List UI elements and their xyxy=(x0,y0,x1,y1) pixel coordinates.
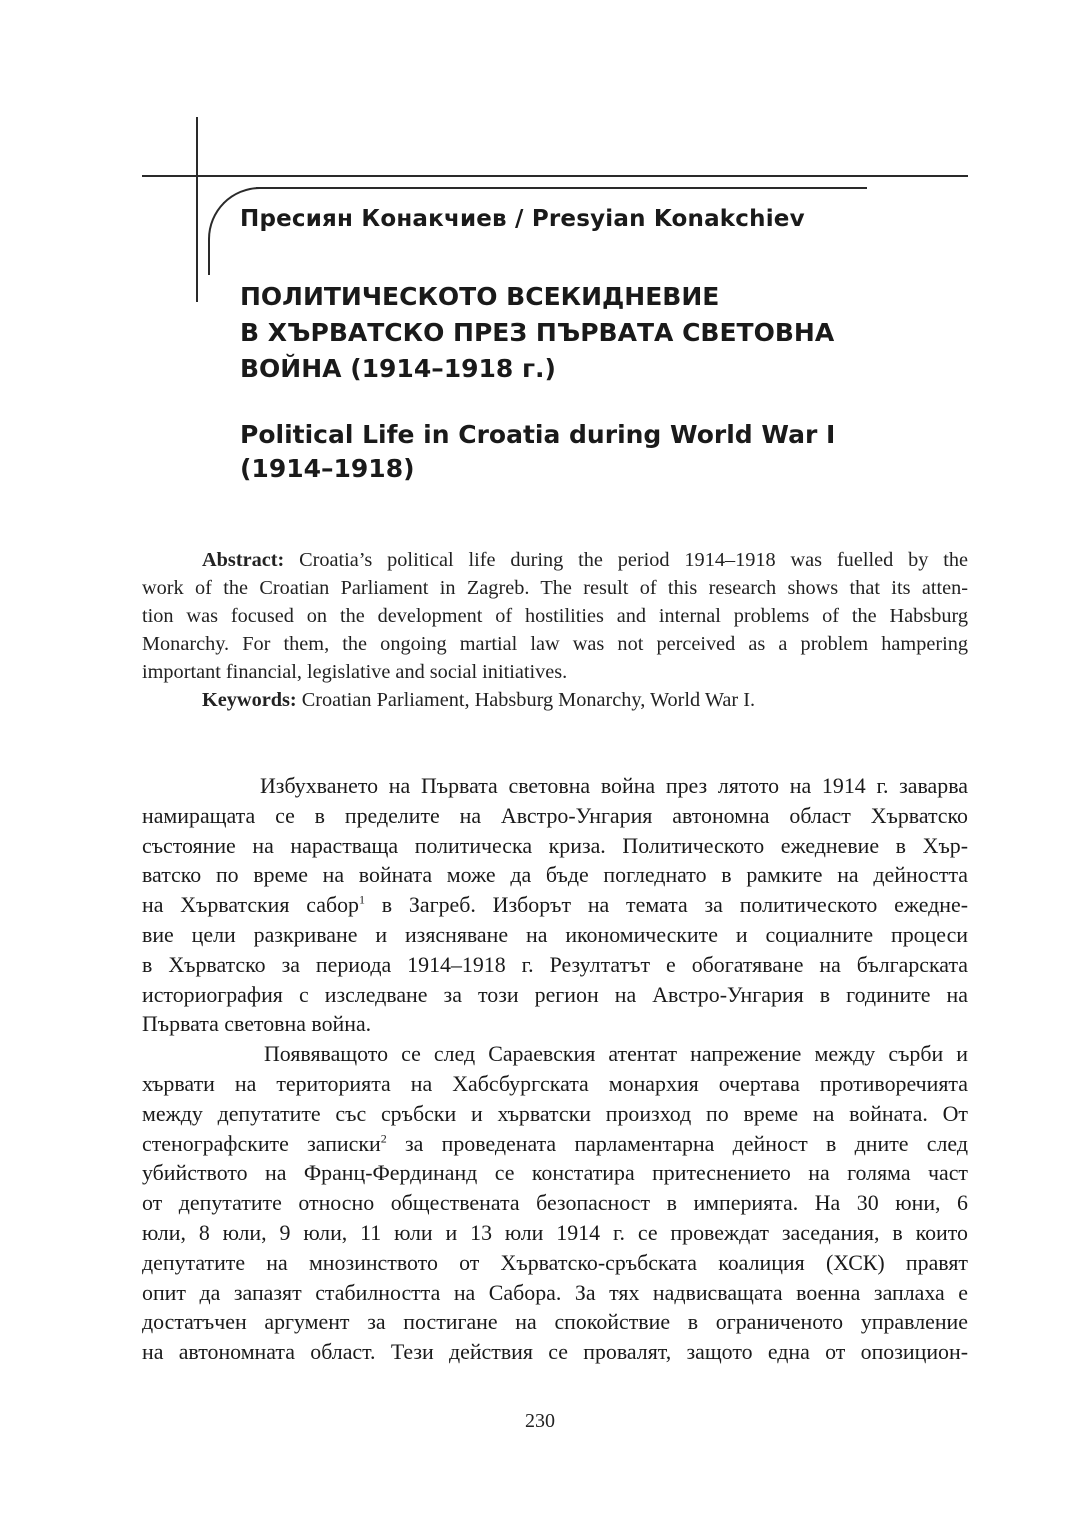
body-line: на автономната област. Тези действия се провалят, защото една от опозицион- xyxy=(142,1339,968,1365)
body-line: стенографските записки$^2$ за проведената парламентарна дейност в дните след xyxy=(142,1130,968,1156)
title-english xyxy=(240,418,980,486)
body-line: на Хърватския сабор$^1$ в Загреб. Изборът на темата за политическото ежедне- xyxy=(142,892,969,918)
page-number: 230 xyxy=(525,1410,555,1432)
keywords-line xyxy=(142,686,968,714)
title-en-line: Political Life in Croatia during World War I xyxy=(240,420,836,449)
keywords-label: Keywords: xyxy=(202,689,297,711)
body-line: състояние на нарастваща политическа криза. Политическото ежедневие в Хър- xyxy=(142,832,968,858)
abstract-line: important financial, legislative and social initiatives. xyxy=(142,661,568,683)
body-line: депутатите на мнозинството от Хърватско-сръбската коалиция (ХСК) правят xyxy=(142,1249,968,1275)
body-line: от депутатите относно обществената безопасност в империята. На 30 юни, 6 xyxy=(142,1190,968,1216)
title-en-line: (1914–1918) xyxy=(240,454,415,483)
author-name: Пресиян Конакчиев / Presyian Konakchiev xyxy=(240,206,805,232)
abstract-line: work of the Croatian Parliament in Zagreb. The result of this research shows that its atten- xyxy=(142,577,968,599)
horizontal-rule xyxy=(142,175,968,177)
body-line: намиращата се в пределите на Австро-Унгария автономна област Хърватско xyxy=(142,802,968,828)
body-line: опит да запазят стабилността на Сабора. За тях надвисващата военна заплаха е xyxy=(142,1279,968,1305)
title-bulgarian xyxy=(240,279,980,387)
body-line: Първата световна война. xyxy=(142,1011,372,1037)
body-line: между депутатите със сръбски и хърватски произход по време на войната. От xyxy=(142,1100,968,1126)
abstract-line: tion was focused on the development of hostilities and internal problems of the Habsburg xyxy=(142,605,968,627)
body-line: юли, 8 юли, 9 юли, 11 юли и 13 юли 1914 г. се провеждат заседания, в които xyxy=(142,1219,968,1245)
abstract-block xyxy=(142,546,968,714)
abstract-label: Abstract: xyxy=(202,549,285,571)
body-line: достатъчен аргумент за постигане на спокойствие в ограниченото управление xyxy=(142,1309,968,1335)
footnote-ref-2[interactable]: 2 xyxy=(380,1131,387,1146)
body-text xyxy=(142,771,968,1367)
body-line: Появяващото се след Сараевския атентат напрежение между сърби и xyxy=(264,1041,968,1067)
keywords-text: Croatian Parliament, Habsburg Monarchy, World War I. xyxy=(296,689,756,711)
abstract-line: Monarchy. For them, the ongoing martial law was not perceived as a problem hampering xyxy=(142,633,968,655)
body-line: убийството на Франц-Фердинанд се констатира притеснението на голяма част xyxy=(142,1160,968,1186)
body-line: в Хърватско за периода 1914–1918 г. Резултатът е обогатяване на българската xyxy=(142,951,968,977)
body-line: историография с изследване за този регион на Австро-Унгария в годините на xyxy=(142,981,968,1007)
body-line: Избухването на Първата световна война през лятото на 1914 г. заварва xyxy=(260,773,968,798)
title-bg-line: ВОЙНА (1914–1918 г.) xyxy=(240,354,556,383)
title-bg-line: ПОЛИТИЧЕСКОТО ВСЕКИДНЕВИЕ xyxy=(240,282,720,311)
body-line: вие цели разкриване и изясняване на икономическите и социалните процеси xyxy=(142,921,968,947)
footnote-ref-1[interactable]: 1 xyxy=(359,892,365,907)
inner-horizontal-rule xyxy=(256,187,867,189)
abstract-line: Abstract: Croatia’s political life during the period 1914–1918 was fuelled by the xyxy=(202,549,968,571)
title-bg-line: В ХЪРВАТСКО ПРЕЗ ПЪРВАТА СВЕТОВНА xyxy=(240,318,835,347)
vertical-rule xyxy=(196,117,198,302)
body-line: ватско по време на войната може да бъде погледнато в рамките на дейността xyxy=(142,862,968,888)
body-line: хървати на територията на Хабсбургската монархия очертава противоречията xyxy=(142,1070,968,1096)
